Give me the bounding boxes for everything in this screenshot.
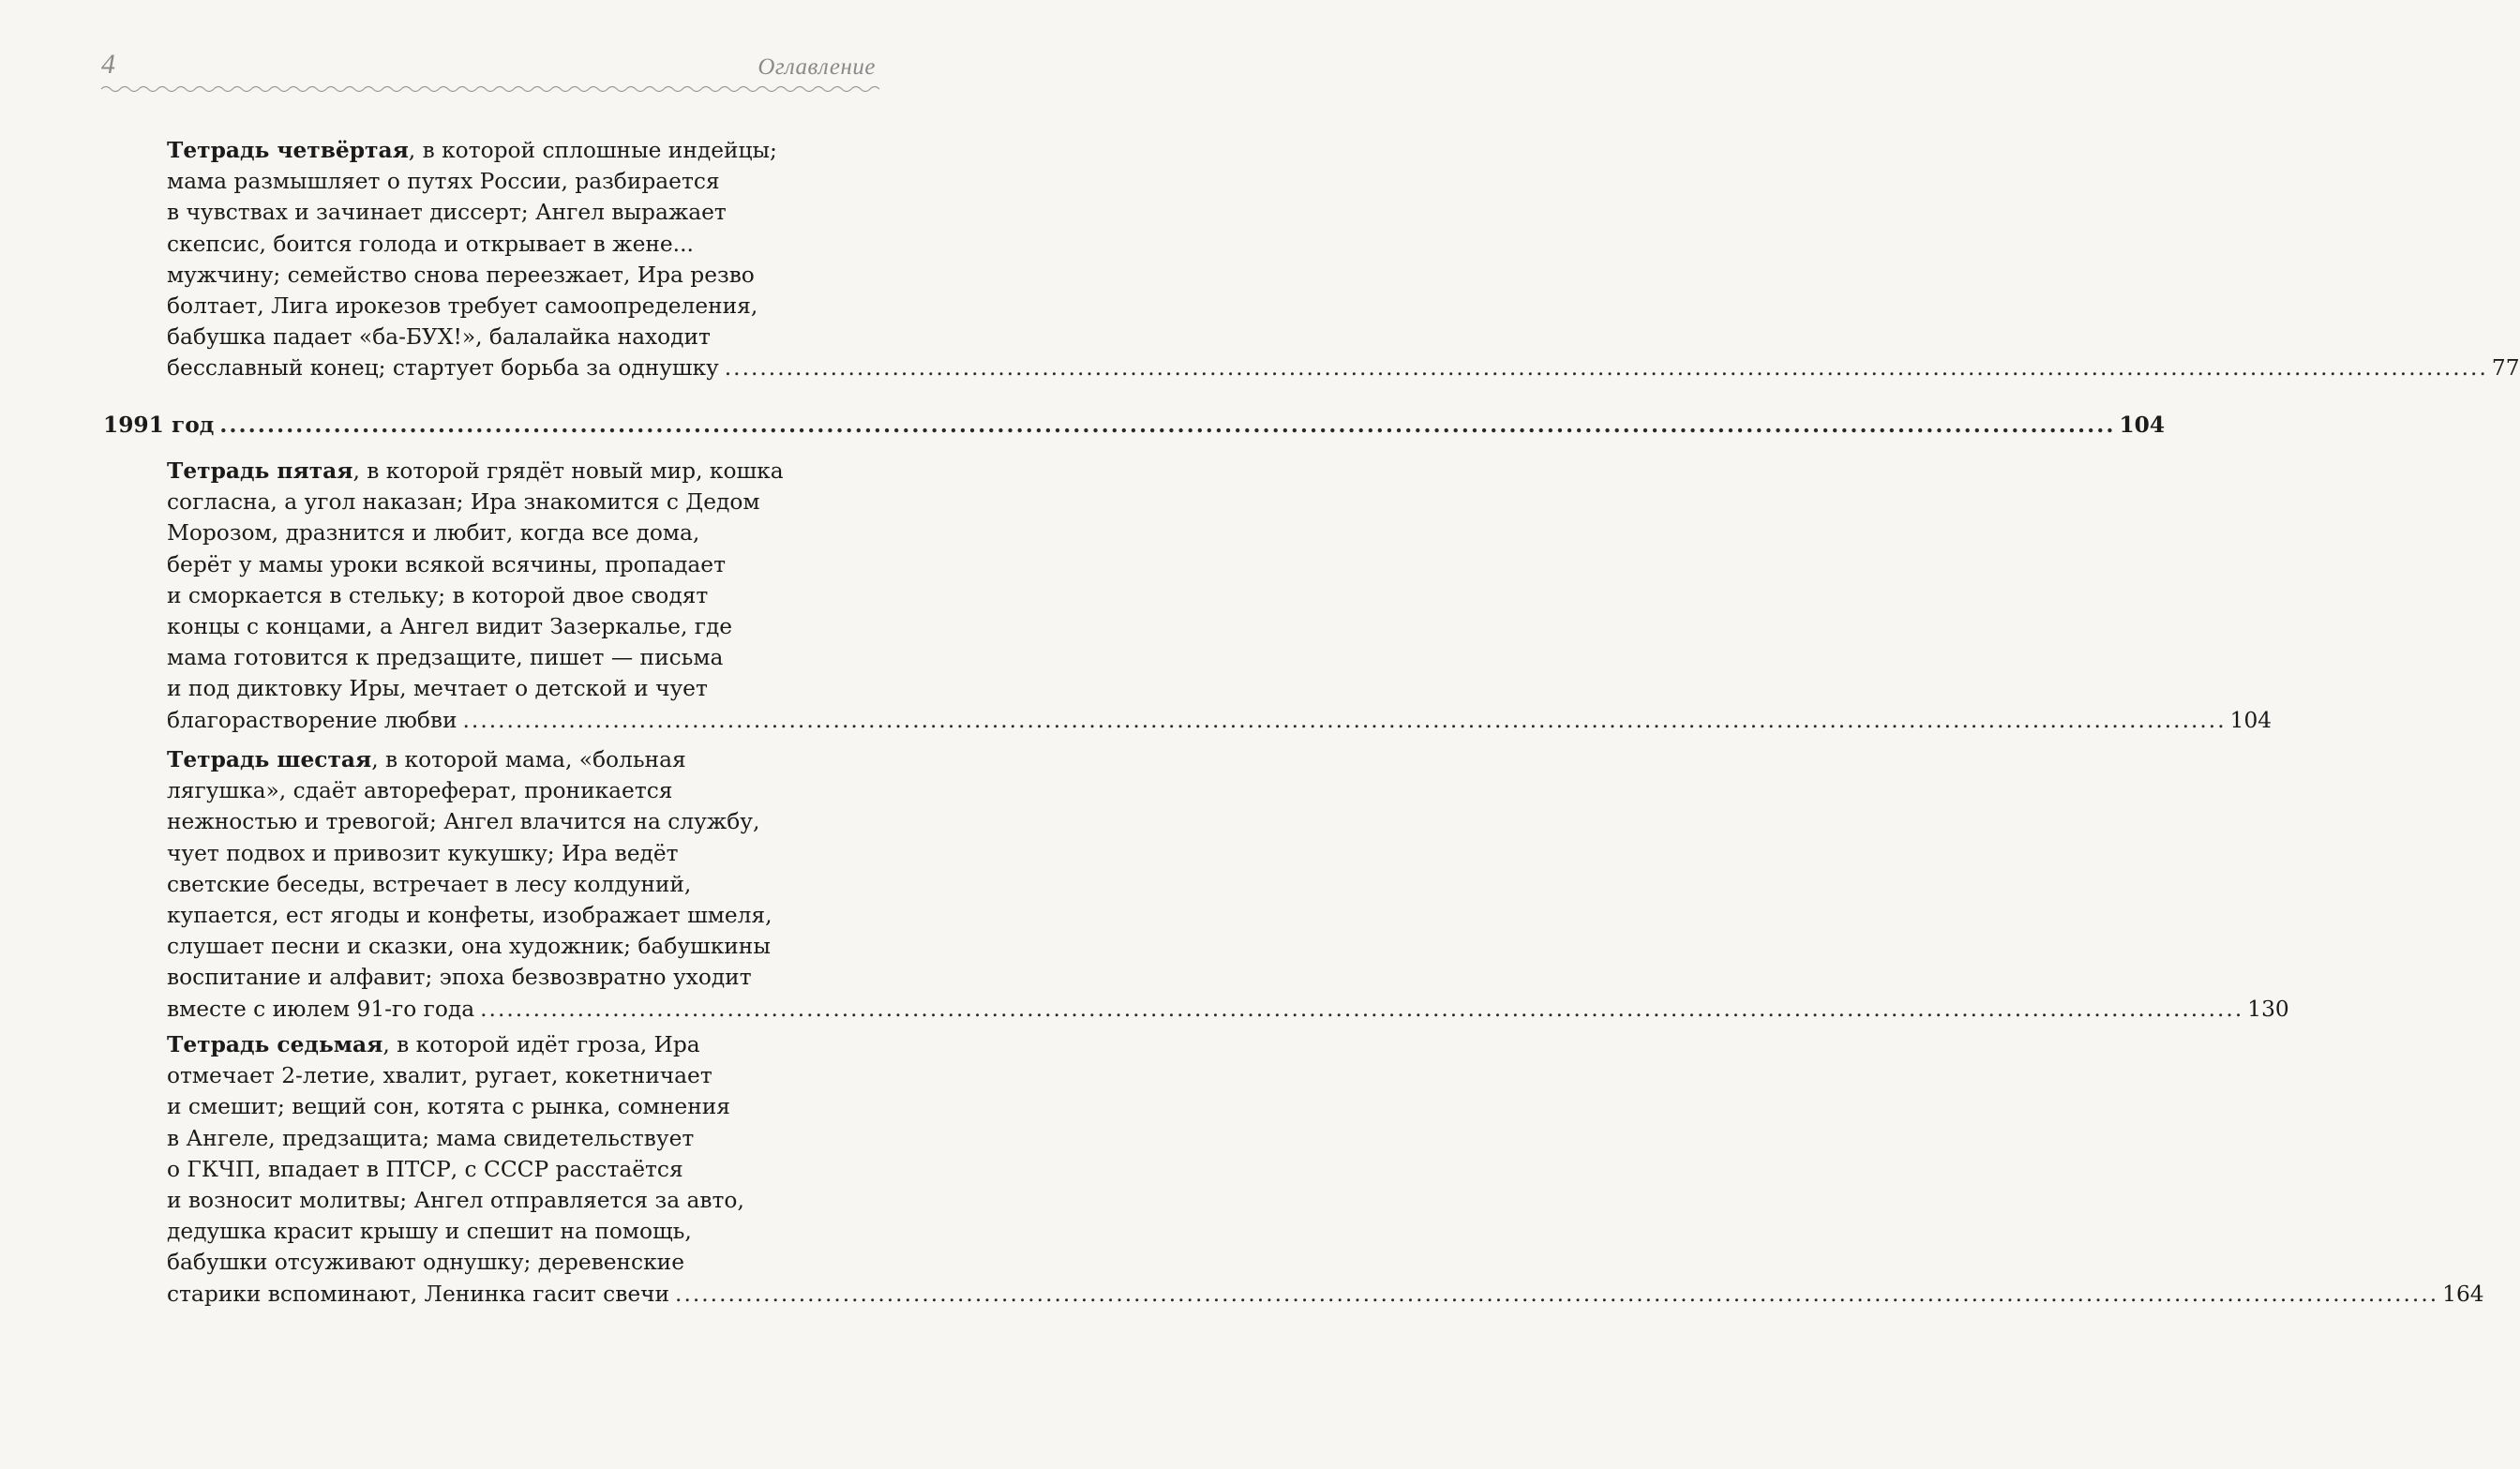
entry-heading: Тетрадь шестая	[167, 747, 372, 772]
entry-line: концы с концами, а Ангел видит Зазеркалье, где	[167, 613, 733, 639]
entry-line: воспитание и алфавит; эпоха безвозвратно уходит	[167, 965, 752, 991]
page-ref[interactable]: 130	[2247, 996, 2289, 1022]
entry-last-line[interactable]	[167, 705, 2272, 736]
entry-line: и возносит молитвы; Ангел отправляется за авто,	[167, 1187, 744, 1213]
entry-line: нежностью и тревогой; Ангел влачится на службу,	[167, 809, 760, 835]
toc-year-1991[interactable]	[103, 410, 2166, 441]
page-ref[interactable]: 104	[2119, 412, 2166, 438]
entry-line: лягушка», сдаёт автореферат, проникается	[167, 778, 673, 804]
entry-line: купается, ест ягоды и конфеты, изображает шмеля,	[167, 902, 772, 928]
entry-line	[167, 1029, 866, 1060]
page-ref[interactable]: 164	[2442, 1281, 2484, 1307]
wavy-rule	[101, 82, 879, 96]
entry-heading: Тетрадь пятая	[167, 458, 353, 484]
page-ref[interactable]: 77	[2491, 355, 2520, 382]
entry-text: , в которой сплошные индейцы;	[408, 138, 777, 163]
entry-line: светские беседы, встречает в лесу колдуний,	[167, 871, 692, 897]
entry-line: скепсис, боится голода и открывает в жене...	[167, 231, 694, 257]
entry-line: слушает песни и сказки, она художник; бабушкины	[167, 934, 771, 960]
entry-text: старики вспоминают, Ленинка гасит свечи	[167, 1281, 670, 1307]
entry-text: бесславный конец; стартует борьба за однушку	[167, 355, 719, 382]
entry-line: отмечает 2-летие, хвалит, ругает, кокетничает	[167, 1063, 712, 1089]
entry-line: и сморкается в стельку; в которой двое сводят	[167, 582, 709, 608]
entry-line: в чувствах и зачинает диссерт; Ангел выражает	[167, 200, 727, 226]
entry-line: болтает, Лига ирокезов требует самоопределения,	[167, 292, 758, 319]
entry-heading: Тетрадь седьмая	[167, 1032, 383, 1057]
entry-line: берёт у мамы уроки всякой всячины, пропадает	[167, 551, 726, 577]
entry-line	[167, 744, 866, 775]
entry-text: , в которой идёт гроза, Ира	[382, 1032, 700, 1057]
entry-line: бабушка падает «ба-БУХ!», балалайка находит	[167, 324, 711, 351]
entry-line	[167, 135, 866, 166]
leader-dots: ........................................................................................................................................................................................................	[675, 1281, 2439, 1307]
entry-text: благорастворение любви	[167, 707, 458, 733]
entry-line: мама размышляет о путях России, разбирается	[167, 169, 720, 195]
entry-line: Морозом, дразнится и любит, когда все дома,	[167, 520, 700, 547]
entry-line: и смешит; вещий сон, котята с рынка, сомнения	[167, 1094, 730, 1120]
entry-line: в Ангеле, предзащита; мама свидетельствует	[167, 1125, 695, 1151]
entry-text: , в которой грядёт новый мир, кошка	[352, 458, 784, 484]
leader-dots: ........................................................................................................................................................................................................	[462, 707, 2227, 733]
leader-dots: ........................................................................................................................................................................................................	[724, 355, 2488, 382]
entry-line: о ГКЧП, впадает в ПТСР, с СССР расстаётся	[167, 1156, 683, 1182]
running-title: Оглавление	[758, 54, 876, 80]
toc-entry-notebook-6	[167, 744, 2289, 1025]
entry-last-line[interactable]	[167, 1279, 2484, 1310]
toc-entry-notebook-7	[167, 1029, 2484, 1310]
entry-text: , в которой мама, «больная	[371, 747, 686, 772]
entry-line: дедушка красит крышу и спешит на помощь,	[167, 1219, 692, 1245]
entry-line: мама готовится к предзащите, пишет — письма	[167, 645, 724, 671]
page-number: 4	[101, 49, 115, 80]
entry-text: вместе с июлем 91-го года	[167, 996, 475, 1022]
leader-dots: ........................................................................................................................................................................................................	[219, 412, 2116, 438]
leader-dots: ........................................................................................................................................................................................................	[480, 996, 2244, 1022]
entry-line: чует подвох и привозит кукушку; Ира ведёт	[167, 840, 679, 866]
entry-last-line[interactable]	[167, 994, 2289, 1025]
toc-entry-notebook-4	[167, 135, 2520, 384]
entry-last-line[interactable]	[167, 352, 2520, 383]
year-heading: 1991 год	[103, 412, 215, 438]
entry-line	[167, 456, 866, 487]
page-ref[interactable]: 104	[2229, 707, 2272, 733]
entry-heading: Тетрадь четвёртая	[167, 138, 409, 163]
toc-entry-notebook-5	[167, 456, 2272, 736]
entry-line: бабушки отсуживают однушку; деревенские	[167, 1250, 684, 1276]
entry-line: мужчину; семейство снова переезжает, Ира резво	[167, 262, 755, 288]
entry-line: согласна, а угол наказан; Ира знакомится с Дедом	[167, 489, 760, 516]
entry-line: и под диктовку Иры, мечтает о детской и чует	[167, 676, 708, 702]
